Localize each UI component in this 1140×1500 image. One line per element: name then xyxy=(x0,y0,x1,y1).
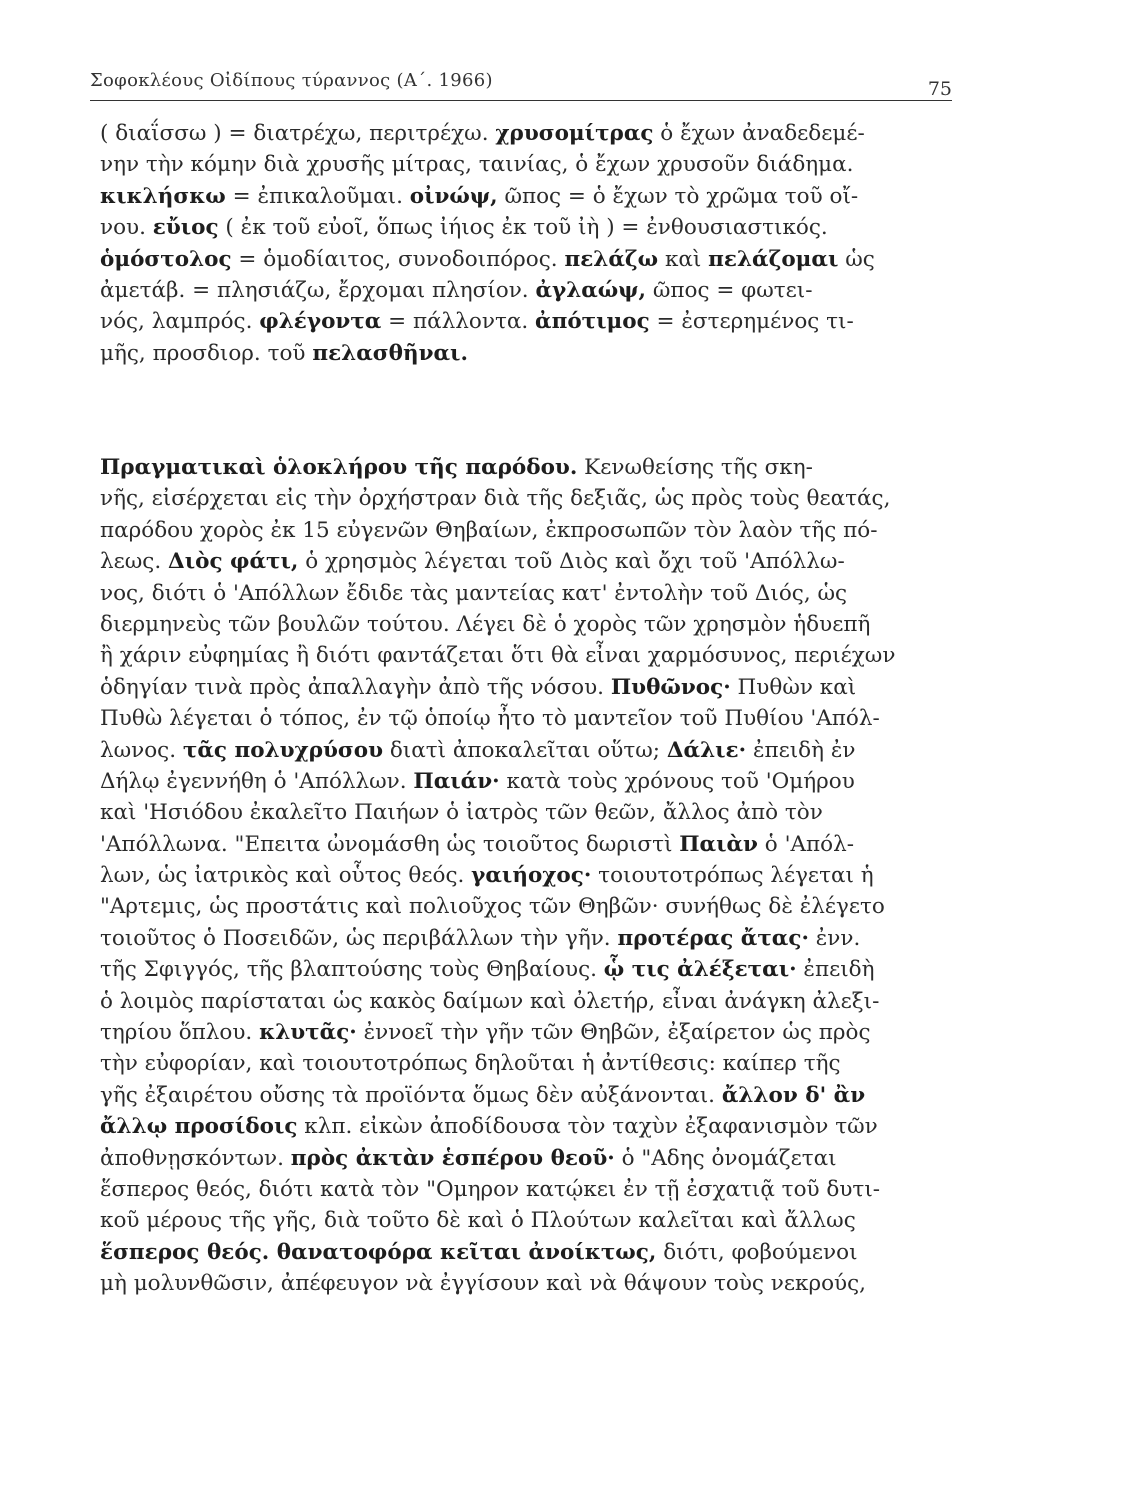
text-line xyxy=(100,1111,940,1142)
text-line xyxy=(100,1237,940,1268)
bold-term: πελάζομαι xyxy=(708,246,839,272)
text-run: = ἐπικαλοῦμαι. xyxy=(225,183,410,209)
text-run: διατὶ ἀποκαλεῖται οὕτω; xyxy=(383,737,667,763)
text-line xyxy=(100,986,940,1017)
bold-term: ἕσπερος θεός. θανατοφόρα κεῖται ἀνοίκτως, xyxy=(100,1239,657,1265)
text-run: ὁ 'Απόλ- xyxy=(757,831,854,857)
bold-term: τᾶς πολυχρύσου xyxy=(182,737,384,763)
text-run: γῆς ἐξαιρέτου οὔσης τὰ προϊόντα ὅμως δὲν αὐξάνονται. xyxy=(100,1082,722,1108)
text-run: ἀποθνῃσκόντων. xyxy=(100,1145,291,1171)
text-run: Πυθὼ λέγεται ὁ τόπος, ἐν τῷ ὁποίῳ ἦτο τὸ μαντεῖον τοῦ Πυθίου 'Απόλ- xyxy=(100,706,880,732)
text-run: = ὁμοδίαιτος, συνοδοιπόρος. xyxy=(231,246,565,272)
text-run: μῆς, προσδιορ. τοῦ xyxy=(100,340,313,366)
text-line xyxy=(100,891,940,922)
text-run: τῆς Σφιγγός, τῆς βλαπτούσης τοὺς Θηβαίους. xyxy=(100,957,604,983)
text-line xyxy=(100,275,940,306)
text-run: νῆς, εἰσέρχεται εἰς τὴν ὀρχήστραν διὰ τῆς δεξιᾶς, ὡς πρὸς τοὺς θεατάς, xyxy=(100,486,891,512)
bold-term: ἄλλον δ' ἂν xyxy=(721,1082,866,1108)
text-run: κατὰ τοὺς χρόνους τοῦ 'Ομήρου xyxy=(499,768,855,794)
text-line xyxy=(100,640,940,671)
text-line xyxy=(100,244,940,275)
text-run: μὴ μολυνθῶσιν, ἀπέφευγον νὰ ἐγγίσουν καὶ νὰ θάψουν τοὺς νεκρούς, xyxy=(100,1271,866,1297)
text-run: διερμηνεὺς τῶν βουλῶν τούτου. Λέγει δὲ ὁ χορὸς τῶν χρησμὸν ἡδυεπῆ xyxy=(100,611,871,637)
text-run: ( διαΐσσω ) = διατρέχω, περιτρέχω. xyxy=(100,121,496,146)
text-run: νός, λαμπρός. xyxy=(100,309,260,335)
text-run: ὁ ἔχων ἀναδεδεμέ- xyxy=(653,121,865,146)
text-line xyxy=(100,338,940,369)
text-run: ( ἐκ τοῦ εὐοῖ, ὅπως ἰήιος ἐκ τοῦ ἰὴ ) = ἐνθουσιαστικός. xyxy=(218,215,828,241)
text-run: κλπ. εἰκὼν ἀποδίδουσα τὸν ταχὺν ἐξαφανισμὸν τῶν xyxy=(297,1114,878,1140)
text-line xyxy=(100,452,940,483)
bold-term: κικλήσκω xyxy=(100,183,226,209)
text-run: = ἐστερημένος τι- xyxy=(649,309,854,335)
bold-term: προτέρας ἄτας· xyxy=(617,925,809,951)
text-run: διότι, φοβούμενοι xyxy=(656,1239,858,1265)
bold-term: Διὸς φάτι, xyxy=(168,549,299,575)
text-line xyxy=(100,1143,940,1174)
text-run: ἐπειδὴ xyxy=(796,957,875,983)
text-line xyxy=(100,1205,940,1236)
bold-term: εὔιος xyxy=(152,215,219,241)
text-line xyxy=(100,483,940,514)
text-run: νου. xyxy=(100,215,153,241)
running-head: Σοφοκλέους Οἰδίπους τύραννος (Α΄. 1966) xyxy=(90,70,493,91)
text-run: ὁδηγίαν τινὰ πρὸς ἀπαλλαγὴν ἀπὸ τῆς νόσου. xyxy=(100,674,611,700)
text-run: νην τὴν κόμην διὰ χρυσῆς μίτρας, ταινίας, ὁ ἔχων χρυσοῦν διάδημα. xyxy=(100,152,854,178)
text-line xyxy=(100,1048,940,1079)
text-run: καὶ 'Ησιόδου ἐκαλεῖτο Παιήων ὁ ἰατρὸς τῶν θεῶν, ἄλλος ἀπὸ τὸν xyxy=(100,800,823,826)
text-run: ῶπος = ὁ ἔχων τὸ χρῶμα τοῦ οἴ- xyxy=(497,183,859,209)
bold-term: Παιὰν xyxy=(679,831,758,857)
page-number: 75 xyxy=(927,78,952,100)
bold-term: χρυσομίτρας xyxy=(495,121,654,146)
text-line xyxy=(100,1174,940,1205)
text-run: ἐπειδὴ ἐν xyxy=(746,737,856,763)
bold-term: κλυτᾶς· xyxy=(259,1020,357,1046)
text-run: ὁ "Αδης ὀνομάζεται xyxy=(614,1145,837,1171)
text-run: ἕσπερος θεός, διότι κατὰ τὸν "Ομηρον κατῴκει ἐν τῇ ἐσχατιᾷ τοῦ δυτι- xyxy=(100,1176,881,1202)
text-run: = πάλλοντα. xyxy=(381,309,536,335)
text-run: "Αρτεμις, ὡς προστάτις καὶ πολιοῦχος τῶν Θηβῶν· συνήθως δὲ ἐλέγετο xyxy=(100,894,885,920)
text-line xyxy=(100,578,940,609)
text-line xyxy=(100,672,940,703)
bold-term: ἀπότιμος xyxy=(535,309,650,335)
text-run: ἐνν. xyxy=(808,925,861,951)
text-run: ἀμετάβ. = πλησιάζω, ἔρχομαι πλησίον. xyxy=(100,277,536,303)
text-run: Κενωθείσης τῆς σκη- xyxy=(577,455,813,480)
text-run: ὡς xyxy=(838,246,875,272)
text-line xyxy=(100,797,940,828)
text-line xyxy=(100,829,940,860)
bold-term: πελάζω xyxy=(564,246,659,272)
text-line xyxy=(100,149,940,180)
bold-term: πελασθῆναι. xyxy=(312,340,468,366)
text-run: λωνος. xyxy=(100,737,183,763)
bold-term: ἄλλῳ προσίδοις xyxy=(100,1114,298,1140)
text-run: ἐννοεῖ τὴν γῆν τῶν Θηβῶν, ἐξαίρετον ὡς πρὸς xyxy=(356,1020,871,1046)
text-line xyxy=(100,1080,940,1111)
text-run: 'Απόλλωνα. "Επειτα ὠνομάσθη ὡς τοιοῦτος δωριστὶ xyxy=(100,831,680,857)
text-run: τὴν εὐφορίαν, καὶ τοιουτοτρόπως δηλοῦται ἡ ἀντίθεσις: καίπερ τῆς xyxy=(100,1051,841,1077)
text-run: καὶ xyxy=(658,246,709,272)
text-run: ὁ χρησμὸς λέγεται τοῦ Διὸς καὶ ὄχι τοῦ 'Απόλλω- xyxy=(298,549,845,575)
text-run: τοιοῦτος ὁ Ποσειδῶν, ὡς περιβάλλων τὴν γῆν. xyxy=(100,925,618,951)
text-run: λεως. xyxy=(100,549,169,575)
text-line xyxy=(100,1017,940,1048)
bold-term: ᾧ τις ἀλέξεται· xyxy=(603,957,797,983)
text-run: παρόδου χορὸς ἐκ 15 εὐγενῶν Θηβαίων, ἐκπροσωπῶν τὸν λαὸν τῆς πό- xyxy=(100,517,878,543)
text-line xyxy=(100,923,940,954)
text-run: Πυθὼν καὶ xyxy=(730,674,857,700)
bold-term: Πυθῶνος· xyxy=(610,674,731,700)
text-run: κοῦ μέρους τῆς γῆς, διὰ τοῦτο δὲ καὶ ὁ Πλούτων καλεῖται καὶ ἄλλως xyxy=(100,1208,856,1234)
page-header xyxy=(90,70,952,101)
text-line xyxy=(100,118,940,149)
text-run: τηρίου ὅπλου. xyxy=(100,1020,260,1046)
bold-term: ἀγλαώψ, xyxy=(535,277,647,303)
text-run: Δήλῳ ἐγεννήθη ὁ 'Απόλλων. xyxy=(100,768,414,794)
text-line xyxy=(100,212,940,243)
text-line xyxy=(100,860,940,891)
glossary-paragraph xyxy=(100,118,940,369)
bold-term: οἰνώψ, xyxy=(409,183,498,209)
bold-term: Πραγματικαὶ ὁλοκλήρου τῆς παρόδου. xyxy=(100,455,578,480)
text-run: λων, ὡς ἰατρικὸς καὶ οὗτος θεός. xyxy=(100,863,472,889)
commentary-paragraph xyxy=(100,452,940,1300)
bold-term: πρὸς ἀκτὰν ἑσπέρου θεοῦ· xyxy=(290,1145,615,1171)
text-run: ἢ χάριν εὐφημίας ἢ διότι φαντάζεται ὅτι θὰ εἶναι χαρμόσυνος, περιέχων xyxy=(100,643,896,669)
text-line xyxy=(100,703,940,734)
text-line xyxy=(100,735,940,766)
text-line xyxy=(100,954,940,985)
text-line xyxy=(100,609,940,640)
text-run: νος, διότι ὁ 'Απόλλων ἔδιδε τὰς μαντείας κατ' ἐντολὴν τοῦ Διός, ὡς xyxy=(100,580,848,606)
text-line xyxy=(100,766,940,797)
text-line xyxy=(100,181,940,212)
bold-term: γαιήοχος· xyxy=(471,863,592,889)
bold-term: Δάλιε· xyxy=(666,737,747,763)
text-line xyxy=(100,306,940,337)
text-run: ῶπος = φωτει- xyxy=(646,277,813,303)
bold-term: φλέγοντα xyxy=(259,309,382,335)
text-run: ὁ λοιμὸς παρίσταται ὡς κακὸς δαίμων καὶ ὀλετήρ, εἶναι ἀνάγκη ἀλεξι- xyxy=(100,988,880,1014)
text-line xyxy=(100,1268,940,1299)
text-line xyxy=(100,546,940,577)
bold-term: Παιάν· xyxy=(413,768,500,794)
text-run: τοιουτοτρόπως λέγεται ἡ xyxy=(591,863,874,889)
text-line xyxy=(100,515,940,546)
bold-term: ὁμόστολος xyxy=(100,246,232,272)
